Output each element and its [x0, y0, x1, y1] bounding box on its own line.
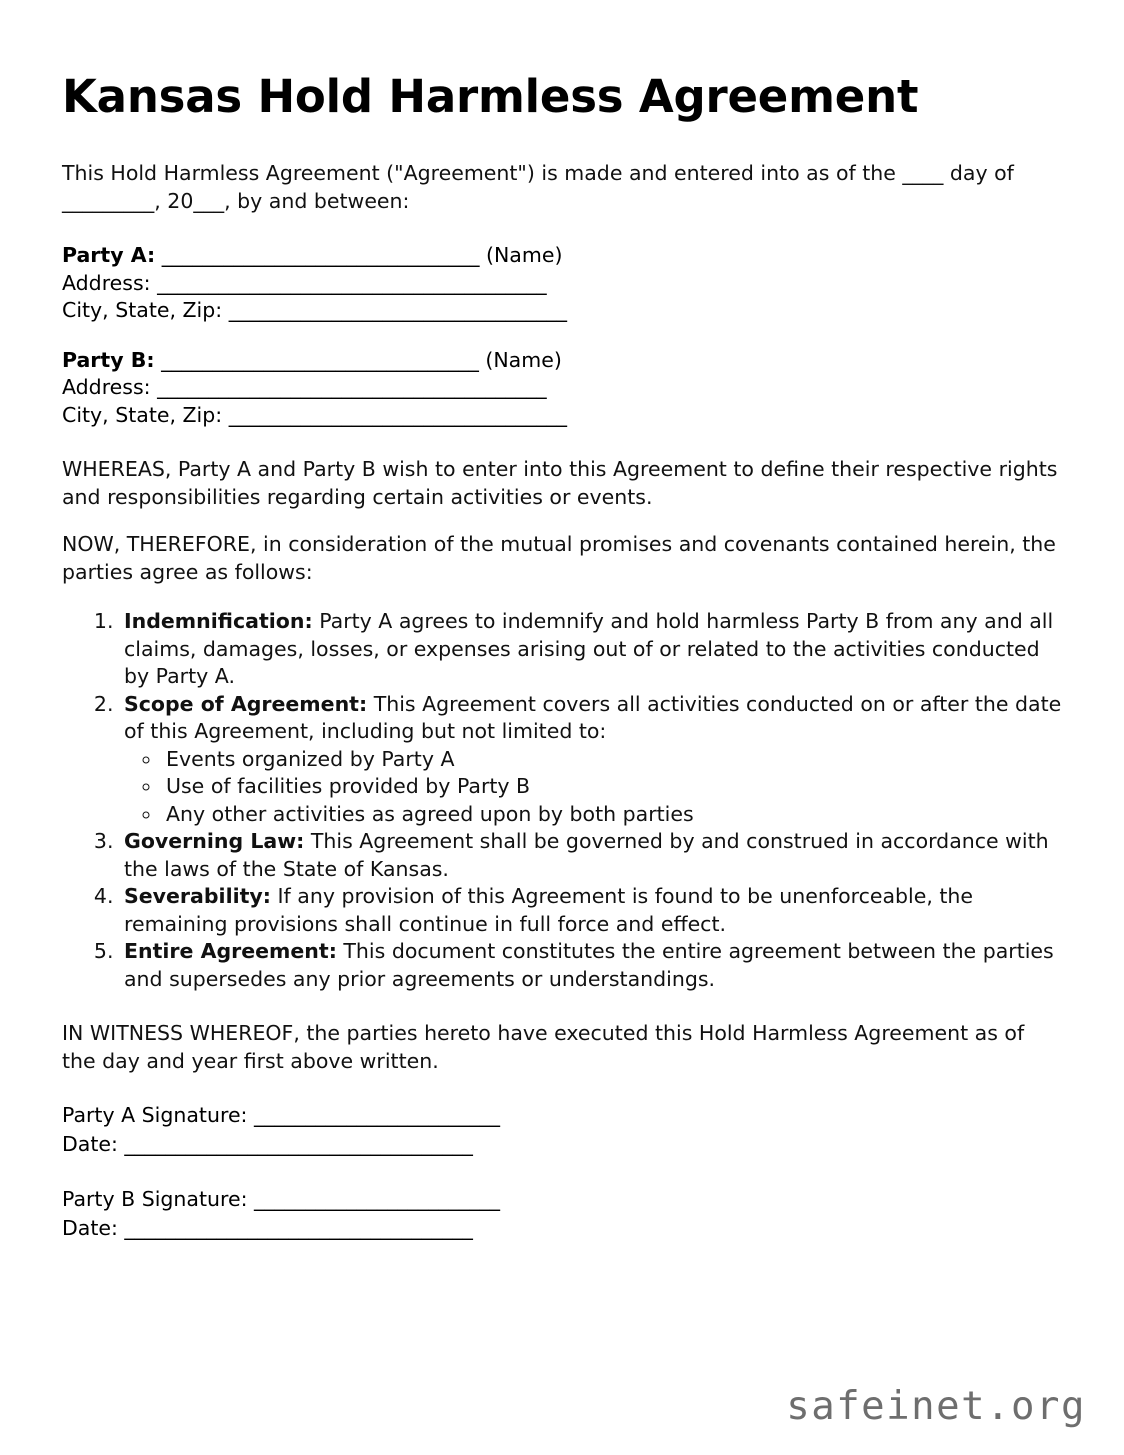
- party-b-name-suffix: (Name): [485, 347, 562, 372]
- party-a-address-blank[interactable]: ______________________________________: [150, 270, 547, 295]
- party-b-city-label: City, State, Zip:: [62, 402, 223, 427]
- party-b-address-label: Address:: [62, 375, 151, 400]
- list-item: ◦ Use of facilities provided by Party B: [162, 773, 1062, 801]
- party-b-signature-block: [62, 1185, 1062, 1243]
- term-text: This Agreement covers all activities conducted on or after the date of this Agreement, including but not limited to:: [124, 691, 1062, 744]
- party-a-signature-blank[interactable]: ________________________: [247, 1103, 500, 1128]
- spacer: [62, 993, 1062, 1020]
- witness-paragraph: IN WITNESS WHEREOF, the parties hereto have executed this Hold Harmless Agreement as of the day and year first above written.: [62, 1021, 1025, 1073]
- term-text: Party A agrees to indemnify and hold harmless Party B from any and all claims, damages, losses, or expenses arising out of or related to the activities conducted by Party A.: [124, 609, 1054, 689]
- term-text: This document constitutes the entire agreement between the parties and supersedes any prior agreements or understandings.: [124, 939, 1054, 991]
- party-a-name-line: [62, 242, 1062, 270]
- party-b-address-blank[interactable]: ______________________________________: [150, 375, 547, 400]
- intro-paragraph: This Hold Harmless Agreement ("Agreement") is made and entered into as of the ____ day of _________, 20___, by and between:: [62, 161, 1014, 213]
- party-a-date-label: Date:: [62, 1132, 118, 1157]
- term-title: Scope of Agreement:: [124, 691, 368, 716]
- term-text: If any provision of this Agreement is found to be unenforceable, the remaining provisions shall continue in full force and effect.: [124, 884, 974, 936]
- party-a-address-line: [62, 270, 1062, 298]
- party-b-signature-line: [62, 1185, 1062, 1214]
- party-a-block: [62, 242, 1062, 325]
- party-a-address-label: Address:: [62, 270, 151, 295]
- spacer: [62, 1075, 1062, 1101]
- party-a-signature-block: [62, 1101, 1062, 1159]
- party-b-city-blank[interactable]: _________________________________: [222, 402, 567, 427]
- party-b-date-blank[interactable]: __________________________________: [117, 1216, 473, 1241]
- party-b-signature-blank[interactable]: ________________________: [247, 1187, 501, 1212]
- list-item: [120, 883, 1062, 938]
- party-b-name-line: [62, 347, 1062, 375]
- party-a-date-blank[interactable]: __________________________________: [117, 1132, 473, 1157]
- term-title: Indemnification:: [124, 609, 313, 634]
- party-b-address-line: [62, 374, 1062, 402]
- terms-list: [62, 608, 1062, 993]
- term-text: This Agreement shall be governed by and construed in accordance with the laws of the State of Kansas.: [124, 829, 1049, 881]
- watermark: safeinet.org: [786, 1384, 1086, 1429]
- party-a-label: Party A:: [62, 243, 156, 268]
- list-item: ◦ Any other activities as agreed upon by both parties: [162, 801, 1062, 829]
- scope-sublist: [124, 746, 1062, 829]
- party-b-date-line: [62, 1214, 1062, 1243]
- party-b-city-line: [62, 402, 1062, 430]
- party-a-city-line: [62, 297, 1062, 325]
- party-b-signature-label: Party B Signature:: [62, 1187, 248, 1212]
- list-item: [120, 828, 1062, 883]
- party-a-signature-line: [62, 1101, 1062, 1130]
- party-a-name-blank[interactable]: _______________________________: [155, 243, 486, 268]
- spacer: [62, 122, 1062, 160]
- now-therefore-paragraph: NOW, THEREFORE, in consideration of the mutual promises and covenants contained herein, the parties agree as follows:: [62, 532, 1056, 584]
- party-b-name-blank[interactable]: _______________________________: [154, 347, 486, 372]
- term-title: Severability:: [124, 884, 271, 909]
- page-title: Kansas Hold Harmless Agreement: [62, 70, 919, 123]
- party-a-name-suffix: (Name): [485, 243, 563, 268]
- spacer: [62, 586, 1062, 608]
- spacer: [62, 511, 1062, 531]
- party-b-block: [62, 347, 1062, 430]
- party-a-city-blank[interactable]: _________________________________: [222, 298, 567, 323]
- party-b-label: Party B:: [62, 347, 155, 372]
- list-item: ◦ Events organized by Party A: [162, 746, 1062, 774]
- term-title: Governing Law:: [124, 829, 305, 854]
- spacer: [62, 325, 1062, 347]
- list-item: [120, 691, 1062, 829]
- term-title: Entire Agreement:: [124, 939, 337, 964]
- whereas-paragraph: WHEREAS, Party A and Party B wish to enter into this Agreement to define their respective rights and responsibilities regarding certain activities or events.: [62, 457, 1058, 509]
- party-a-city-label: City, State, Zip:: [62, 298, 223, 323]
- party-b-date-label: Date:: [62, 1216, 118, 1241]
- list-item: [120, 608, 1062, 691]
- party-a-signature-label: Party A Signature:: [62, 1103, 248, 1128]
- spacer: [62, 429, 1062, 456]
- spacer: [62, 1159, 1062, 1185]
- party-a-date-line: [62, 1130, 1062, 1159]
- spacer: [62, 215, 1062, 242]
- list-item: [120, 938, 1062, 993]
